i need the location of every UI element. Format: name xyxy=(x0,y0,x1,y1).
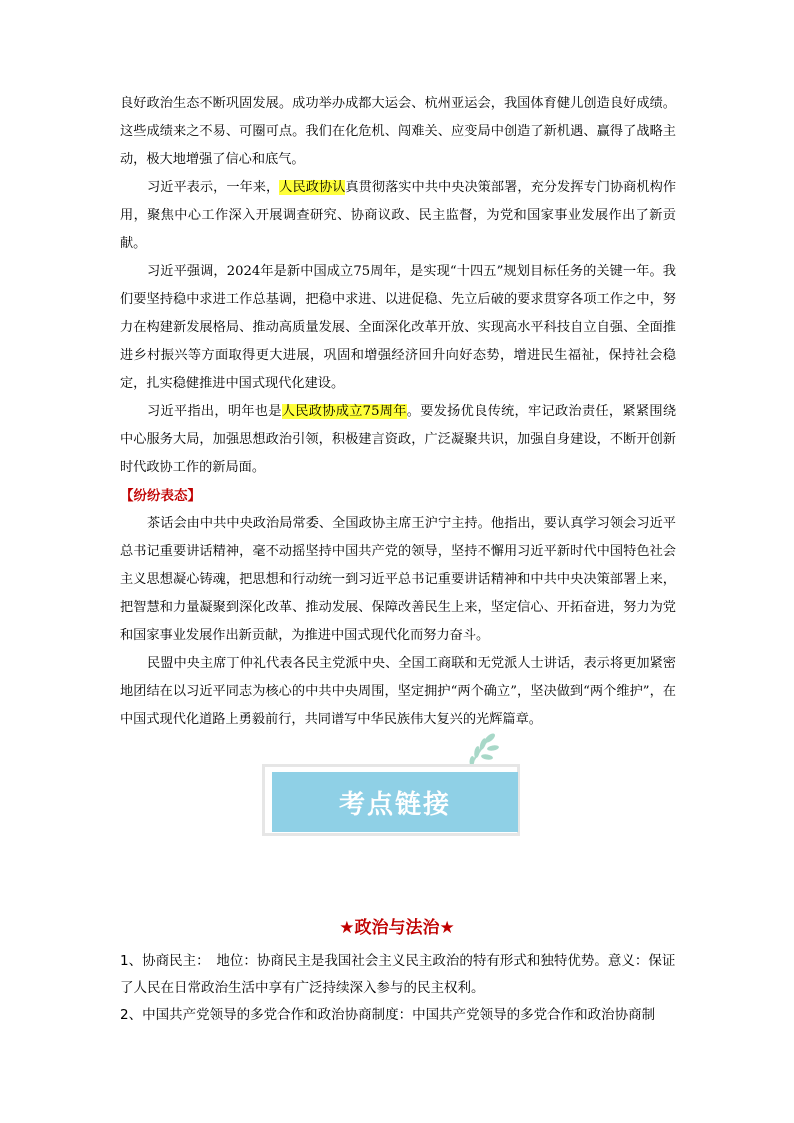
paragraph-text: 习近平强调，2024年是新中国成立75周年，是实现“十四五”规划目标任务的关键一年。我们要坚持稳中求进工作总基调，把稳中求进、以进促稳、先立后破的要求贯穿各项工作之中，努力在构建新发展格局、推动高质量发展、全面深化改革开放、实现高水平科技自立自强、全面推进乡村振兴等方面取得更大进展，巩固和增强经济回升向好态势，增进民生福祉，保持社会稳定，扎实稳健推进中国式现代化建设。 xyxy=(120,264,676,391)
article-body xyxy=(120,90,676,734)
paragraph-text: 茶话会由中共中央政治局常委、全国政协主席王沪宁主持。他指出，要认真学习领会习近平总书记重要讲话精神，毫不动摇坚持中国共产党的领导，坚持不懈用习近平新时代中国特色社会主义思想凝心铸魂，把思想和行动统一到习近平总书记重要讲话精神和中共中央决策部署上来，把智慧和力量凝聚到深化改革、推动发展、保障改善民生上来，坚定信心、开拓奋进，努力为党和国家事业发展作出新贡献，为推进中国式现代化而努力奋斗。 xyxy=(120,516,676,643)
paragraph-group-2 xyxy=(120,510,676,734)
paragraph-text: 良好政治生态不断巩固发展。成功举办成都大运会、杭州亚运会，我国体育健儿创造良好成绩。这些成绩来之不易、可圈可点。我们在化危机、闯难关、应变局中创造了新机遇、赢得了战略主动，极大地增强了信心和底气。 xyxy=(120,96,676,167)
knowledge-points xyxy=(120,948,676,1029)
paragraph-p5 xyxy=(120,510,676,650)
paragraph-text: 真贯彻落实中共中央决策部署，充分发挥专门协商机构作用，聚焦中心工作深入开展调查研究、协商议政、民主监督，为党和国家事业发展作出了新贡献。 xyxy=(120,180,677,251)
banner-box xyxy=(272,772,518,832)
section-bracket-heading: 【纷纷表态】 xyxy=(120,488,201,504)
highlighted-text: 人民政协成立75周年 xyxy=(281,404,407,419)
kaodian-banner xyxy=(262,730,532,840)
banner-label: 考点链接 xyxy=(338,789,451,820)
knowledge-point-2: 2、中国共产党领导的多党合作和政治协商制度：中国共产党领导的多党合作和政治协商制 xyxy=(120,1007,656,1023)
paragraph-p3 xyxy=(120,258,676,398)
paragraph-text: 。要发扬优良传统，牢记政治责任，紧紧围绕中心服务大局，加强思想政治引领，积极建言资政，广泛凝聚共识，加强自身建设，不断开创新时代政协工作的新局面。 xyxy=(120,404,677,475)
paragraph-text: 习近平表示，一年来， xyxy=(147,180,280,195)
paragraph-text: 习近平指出，明年也是 xyxy=(147,404,282,419)
paragraph-p4 xyxy=(120,398,676,482)
paragraph-group-1 xyxy=(120,90,676,482)
paragraph-p1 xyxy=(120,90,676,174)
paragraph-p6 xyxy=(120,650,676,734)
knowledge-point-1: 1、协商民主： 地位：协商民主是我国社会主义民主政治的特有形式和独特优势。意义：保证了人民在日常政治生活中享有广泛持续深入参与的民主权利。 xyxy=(120,953,676,996)
highlighted-text: 人民政协认 xyxy=(279,180,346,195)
paragraph-text: 民盟中央主席丁仲礼代表各民主党派中央、全国工商联和无党派人士讲话，表示将更加紧密地团结在以习近平同志为核心的中共中央周围，坚定拥护“两个确立”，坚决做到“两个维护”，在中国式现代化道路上勇毅前行，共同谱写中华民族伟大复兴的光辉篇章。 xyxy=(120,656,676,727)
paragraph-p2 xyxy=(120,174,676,258)
section-title: ★政治与法治★ xyxy=(339,918,455,938)
